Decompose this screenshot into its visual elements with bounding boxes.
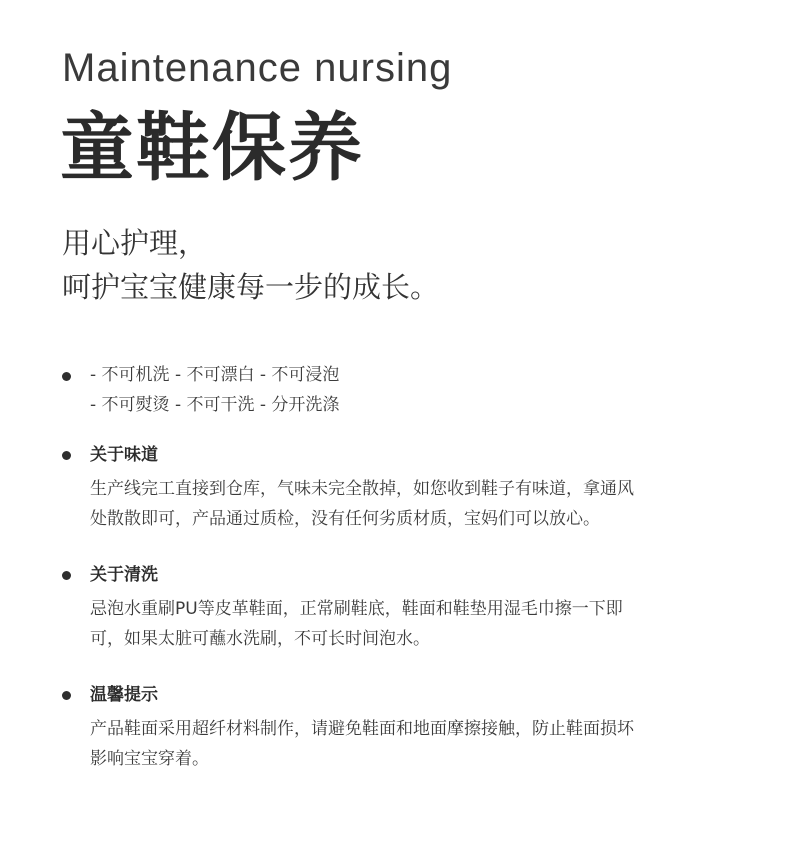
care-symbols-line-2: - 不可熨烫 - 不可干洗 - 分开洗涤 (90, 395, 340, 415)
care-symbols-section (62, 360, 742, 420)
odor-title: 关于味道 (90, 445, 158, 465)
bullet-icon (62, 571, 71, 580)
cleaning-section (62, 560, 742, 654)
cleaning-line-1: 忌泡水重刷PU等皮革鞋面，正常刷鞋底，鞋面和鞋垫用湿毛巾擦一下即 (90, 599, 623, 619)
tips-title: 温馨提示 (90, 685, 158, 705)
bullet-icon (62, 451, 71, 460)
bullet-icon (62, 372, 71, 381)
care-symbols-line-1: - 不可机洗 - 不可漂白 - 不可浸泡 (90, 365, 340, 385)
tagline-line-2: 呵护宝宝健康每一步的成长。 (62, 270, 440, 304)
tips-line-2: 影响宝宝穿着。 (90, 749, 209, 769)
bullet-icon (62, 691, 71, 700)
english-title: Maintenance nursing (62, 46, 453, 90)
tips-section (62, 680, 742, 774)
odor-line-2: 处散散即可，产品通过质检，没有任何劣质材质，宝妈们可以放心。 (90, 509, 600, 529)
chinese-title: 童鞋保养 (60, 105, 364, 191)
odor-line-1: 生产线完工直接到仓库，气味未完全散掉，如您收到鞋子有味道，拿通风 (90, 479, 634, 499)
tagline (62, 221, 439, 309)
cleaning-line-2: 可，如果太脏可蘸水洗刷，不可长时间泡水。 (90, 629, 430, 649)
cleaning-title: 关于清洗 (90, 565, 158, 585)
odor-section (62, 440, 742, 534)
tips-line-1: 产品鞋面采用超纤材料制作，请避免鞋面和地面摩擦接触，防止鞋面损坏 (90, 719, 634, 739)
tagline-line-1: 用心护理， (62, 226, 208, 260)
